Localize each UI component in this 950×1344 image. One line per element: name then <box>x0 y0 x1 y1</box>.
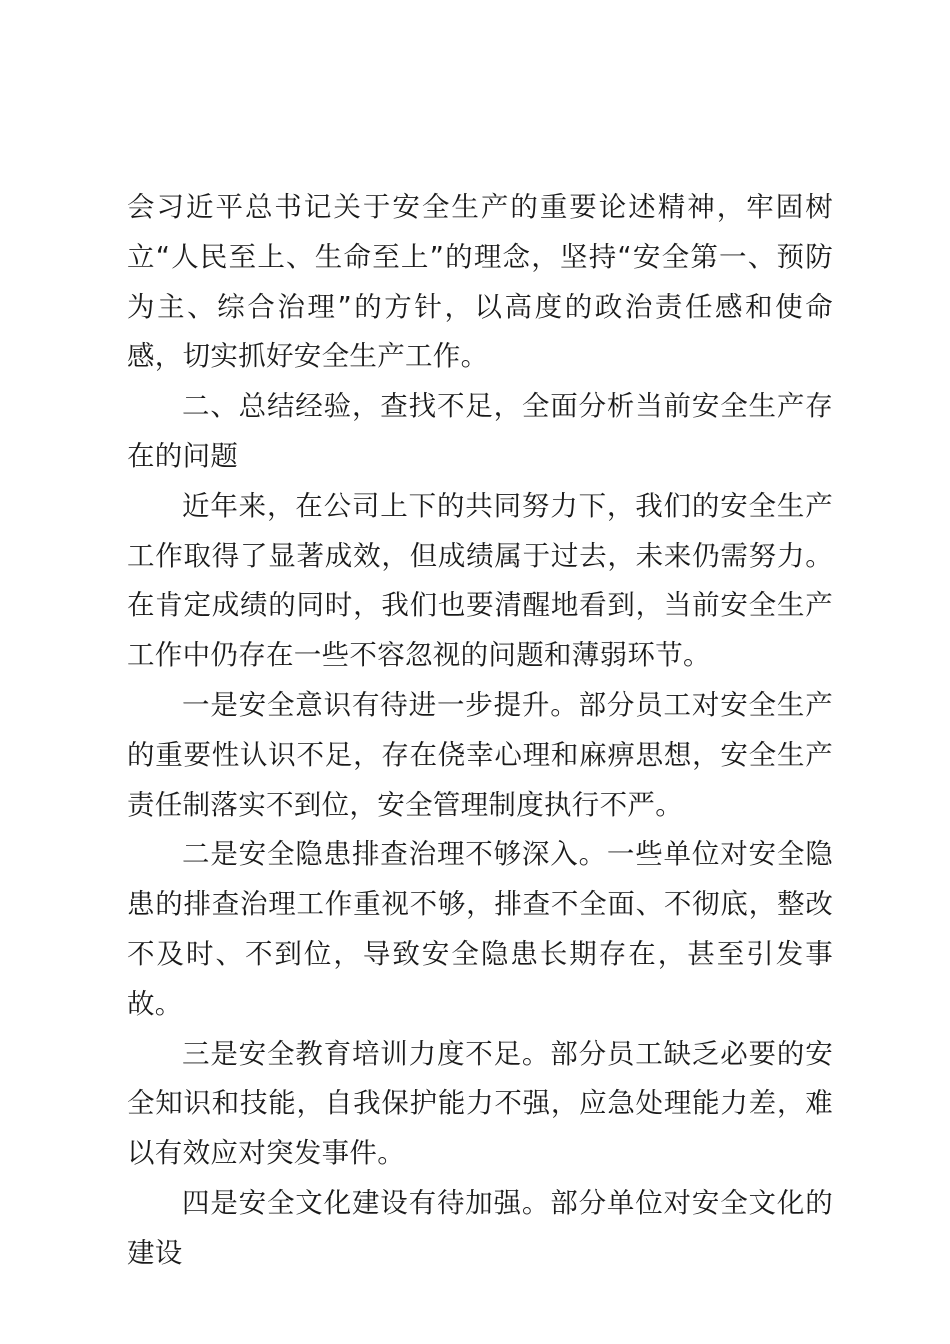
paragraph-point-one: 一是安全意识有待进一步提升。部分员工对安全生产的重要性认识不足，存在侥幸心理和麻痹思想，安全生产责任制落实不到位，安全管理制度执行不严。 <box>127 688 833 821</box>
paragraph-point-two: 二是安全隐患排查治理不够深入。一些单位对安全隐患的排查治理工作重视不够，排查不全面、不彻底，整改不及时、不到位，导致安全隐患长期存在，甚至引发事故。 <box>127 838 833 1020</box>
document-body <box>127 183 833 1279</box>
paragraph-point-four: 四是安全文化建设有待加强。部分单位对安全文化的建设 <box>127 1186 833 1269</box>
paragraph-intro: 近年来，在公司上下的共同努力下，我们的安全生产工作取得了显著成效，但成绩属于过去，未来仍需努力。在肯定成绩的同时，我们也要清醒地看到，当前安全生产工作中仍存在一些不容忽视的问题和薄弱环节。 <box>127 489 833 672</box>
paragraph-continuation: 会习近平总书记关于安全生产的重要论述精神，牢固树立“人民至上、生命至上”的理念，坚持“安全第一、预防为主、综合治理”的方针，以高度的政治责任感和使命感，切实抓好安全生产工作。 <box>127 191 833 373</box>
section-heading: 二、总结经验，查找不足，全面分析当前安全生产存在的问题 <box>127 390 833 472</box>
paragraph-point-three: 三是安全教育培训力度不足。部分员工缺乏必要的安全知识和技能，自我保护能力不强，应急处理能力差，难以有效应对突发事件。 <box>127 1037 833 1170</box>
